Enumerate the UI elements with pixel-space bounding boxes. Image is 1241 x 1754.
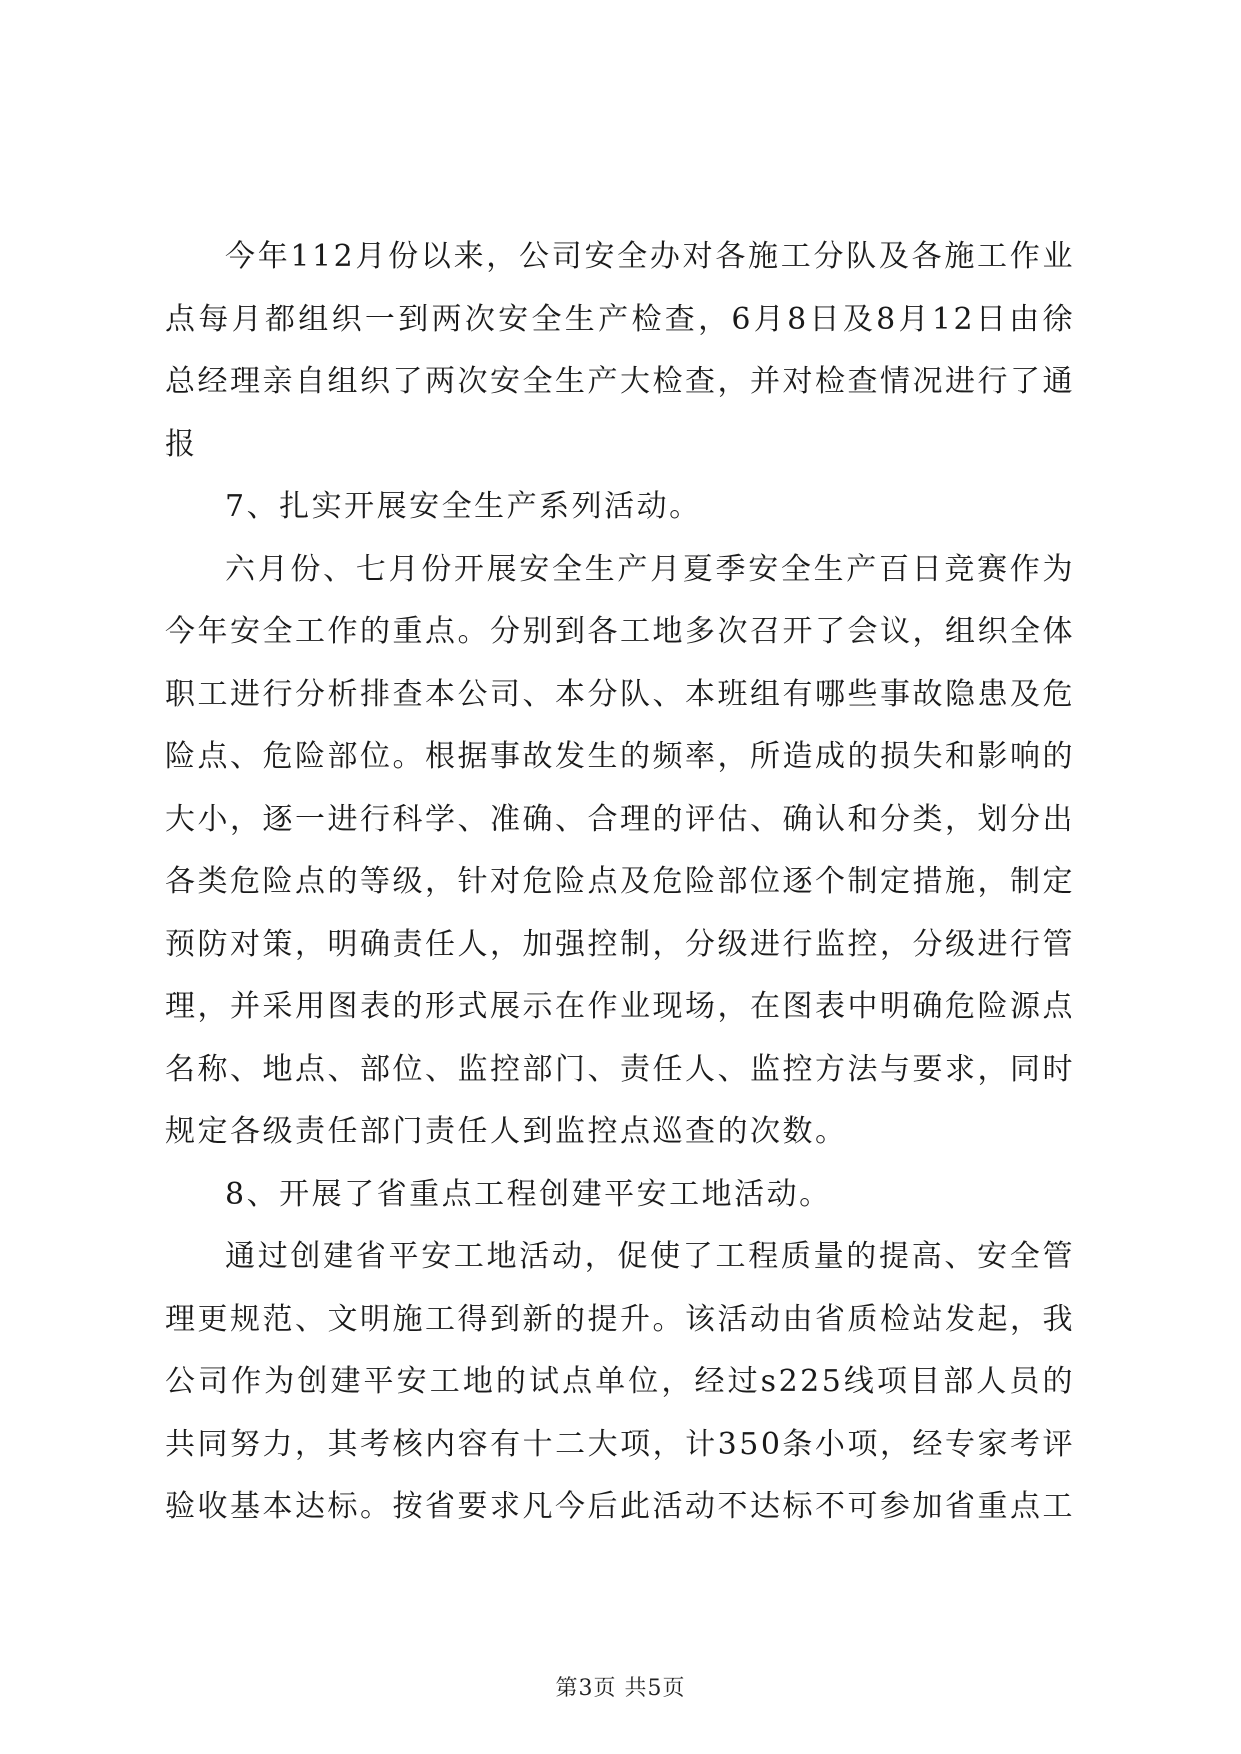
paragraph-safety-inspection: 今年112月份以来，公司安全办对各施工分队及各施工作业点每月都组织一到两次安全生产检查，6月8日及8月12日由徐总经理亲自组织了两次安全生产大检查，并对检查情况进行了通报 <box>165 239 1075 462</box>
document-body <box>165 226 1075 1539</box>
paragraph-safe-worksite: 通过创建省平安工地活动，促使了工程质量的提高、安全管理更规范、文明施工得到新的提升。该活动由省质检站发起，我公司作为创建平安工地的试点单位，经过s225线项目部人员的共同努力，其考核内容有十二大项，计350条小项，经专家考评验收基本达标。按省要求凡今后此活动不达标不可参加省重点工 <box>165 1239 1075 1524</box>
page-number-footer: 第3页 共5页 <box>555 1676 686 1701</box>
heading-item-7: 7、扎实开展安全生产系列活动。 <box>225 489 702 524</box>
heading-item-8: 8、开展了省重点工程创建平安工地活动。 <box>225 1176 832 1212</box>
paragraph-safety-month: 六月份、七月份开展安全生产月夏季安全生产百日竞赛作为今年安全工作的重点。分别到各工地多次召开了会议，组织全体职工进行分析排查本公司、本分队、本班组有哪些事故隐患及危险点、危险部位。根据事故发生的频率，所造成的损失和影响的大小，逐一进行科学、准确、合理的评估、确认和分类，划分出各类危险点的等级，针对危险点及危险部位逐个制定措施，制定预防对策，明确责任人，加强控制，分级进行监控，分级进行管理，并采用图表的形式展示在作业现场，在图表中明确危险源点名称、地点、部位、监控部门、责任人、监控方法与要求，同时规定各级责任部门责任人到监控点巡查的次数。 <box>165 551 1075 1149</box>
